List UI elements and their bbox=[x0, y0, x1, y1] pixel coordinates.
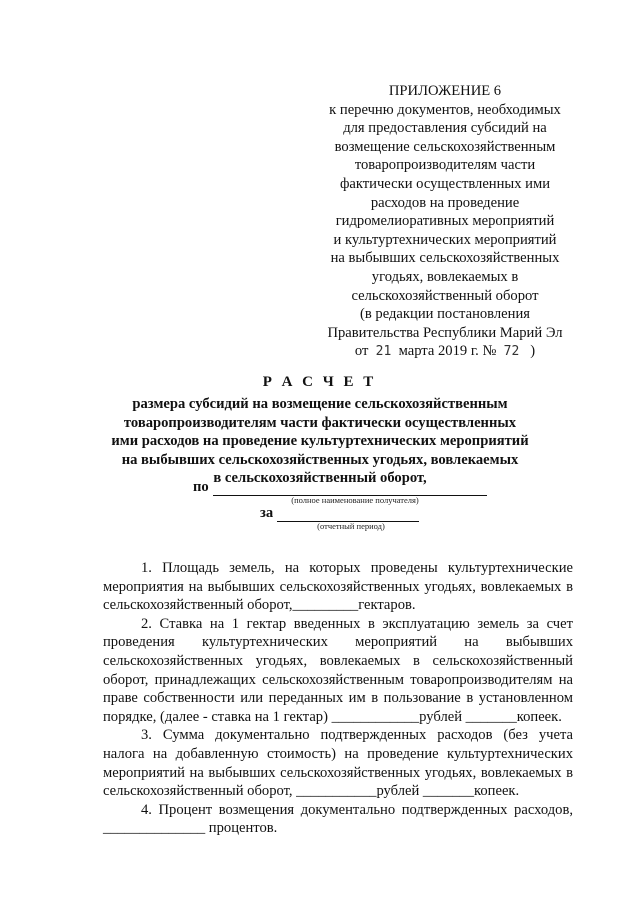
subtitle-line: на выбывших сельскохозяйственных угодьях, вовлекаемых bbox=[121, 451, 519, 468]
paragraph-area: 1. Площадь земель, на которых проведены культуртехнические мероприятия на выбывших сельскохозяйственных угодьях, вовлекаемых в сельскохозяйственный оборот,_________гектаров. bbox=[103, 560, 573, 614]
subtitle-line: в сельскохозяйственный оборот, bbox=[213, 470, 427, 487]
appendix-block bbox=[300, 82, 590, 362]
appendix-line: для предоставления субсидий на bbox=[343, 120, 547, 137]
appendix-title: ПРИЛОЖЕНИЕ 6 bbox=[388, 83, 502, 99]
appendix-line: на выбывших сельскохозяйственных bbox=[330, 250, 560, 267]
edition-date bbox=[300, 342, 590, 362]
recipient-line[interactable] bbox=[213, 481, 487, 496]
date-day: 21 bbox=[375, 344, 392, 360]
appendix-line: товаропроизводителям части bbox=[354, 157, 536, 174]
date-prefix: от bbox=[354, 343, 369, 360]
paragraph-percent: 4. Процент возмещения документально подтвержденных расходов, ______________ процентов. bbox=[103, 801, 573, 837]
appendix-line: угодьях, вовлекаемых в bbox=[371, 268, 519, 285]
period-line[interactable] bbox=[277, 507, 419, 522]
calculation-body bbox=[103, 559, 573, 838]
appendix-line: к перечню документов, необходимых bbox=[329, 101, 561, 118]
appendix-line: расходов на проведение bbox=[370, 194, 520, 211]
subtitle-line: товаропроизводителям части фактически осуществленных bbox=[123, 414, 517, 431]
recipient-field bbox=[193, 479, 487, 496]
date-number: 72 bbox=[503, 344, 520, 360]
period-prefix: за bbox=[260, 505, 274, 521]
date-suffix: ) bbox=[530, 343, 536, 360]
document-title: Р А С Ч Е Т bbox=[262, 374, 377, 390]
paragraph-rate: 2. Ставка на 1 гектар введенных в эксплуатацию земель за счет проведения культуртехнических мероприятий на выбывших сельскохозяйственных угодьях, вовлекаемых в сельскохозяйственный оборот, принадлежащих сельскохозяйственным товаропроизводителям на праве собственности или переданных им в пользование в установленном порядке, (далее - ставка на 1 гектар) ____________рублей _______копеек. bbox=[103, 615, 573, 725]
edition-note: (в редакции постановления bbox=[360, 306, 530, 323]
recipient-caption: (полное наименование получателя) bbox=[291, 495, 419, 505]
period-caption: (отчетный период) bbox=[317, 521, 385, 531]
appendix-line: возмещение сельскохозяйственным bbox=[334, 138, 556, 155]
appendix-line: фактически осуществленных ими bbox=[339, 175, 551, 192]
appendix-line: гидромелиоративных мероприятий bbox=[335, 213, 555, 230]
subtitle-line: размера субсидий на возмещение сельскохозяйственным bbox=[132, 396, 508, 412]
appendix-line: и культуртехнических мероприятий bbox=[333, 231, 557, 248]
edition-note: Правительства Республики Марий Эл bbox=[327, 324, 563, 341]
document-subtitle bbox=[70, 395, 570, 488]
paragraph-expenses: 3. Сумма документально подтвержденных расходов (без учета налога на добавленную стоимость) на проведение культуртехнических мероприятий на выбывших сельскохозяйственных угодьях, вовлекаемых в сельскохозяйственный оборот, ___________рублей _______копеек. bbox=[103, 727, 573, 800]
recipient-prefix: по bbox=[193, 479, 209, 495]
period-field bbox=[260, 505, 419, 522]
appendix-line: сельскохозяйственный оборот bbox=[351, 287, 539, 304]
subtitle-line: ими расходов на проведение культуртехнических мероприятий bbox=[111, 433, 529, 450]
date-month-year: марта 2019 г. № bbox=[398, 343, 497, 360]
